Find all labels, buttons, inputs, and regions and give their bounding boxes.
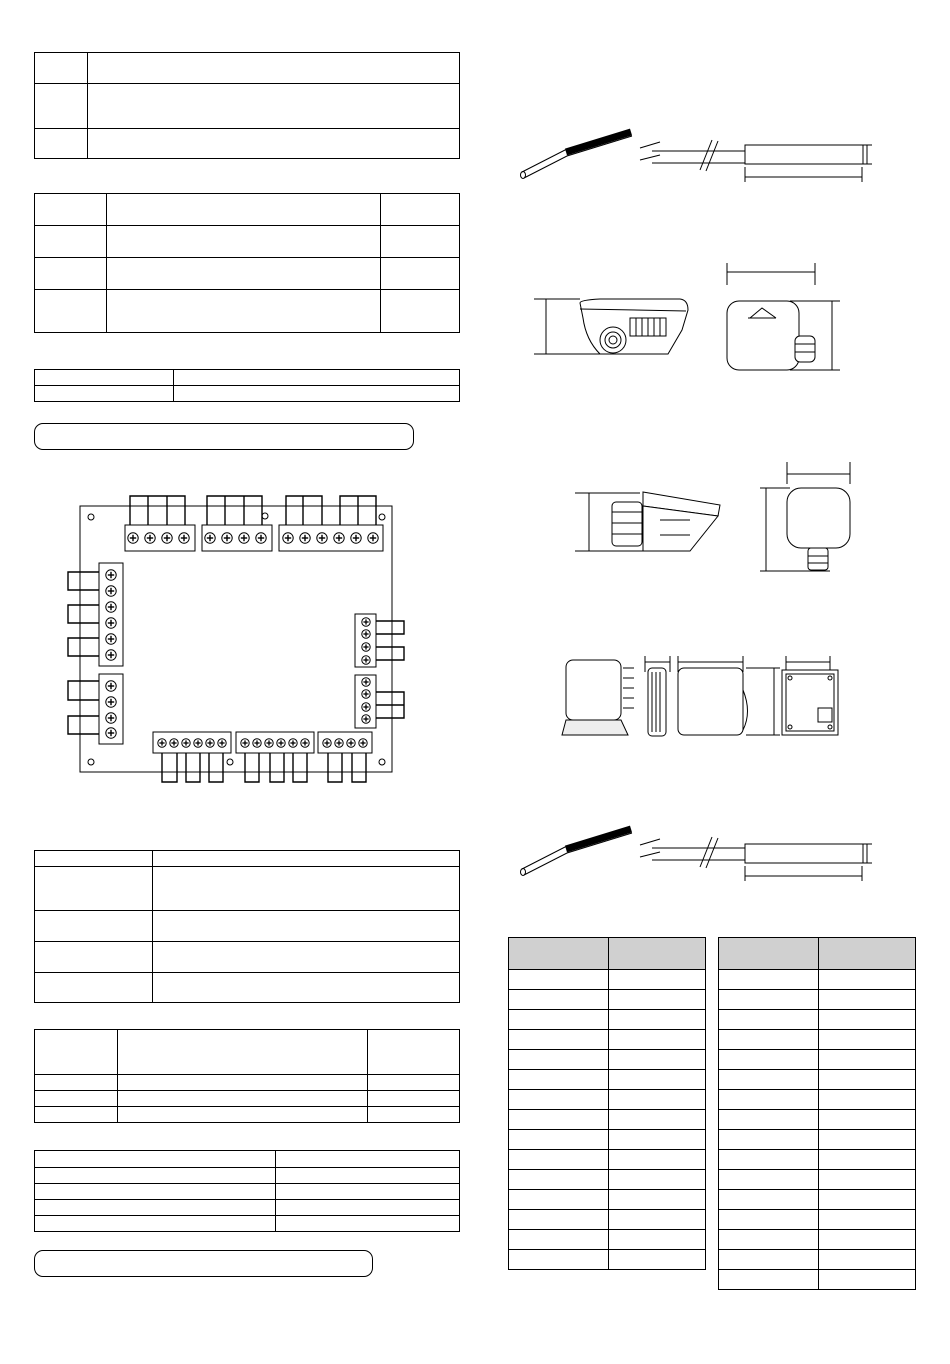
table-cell: [719, 1190, 819, 1210]
table-cell: [509, 1070, 609, 1090]
table-cell: [509, 1050, 609, 1070]
table-cell: [509, 1230, 609, 1250]
table-cell: [719, 1090, 819, 1110]
table-cell: [609, 1210, 706, 1230]
table-header-cell: [819, 938, 916, 970]
table-cell: [609, 1090, 706, 1110]
table-cell: [609, 1230, 706, 1250]
table-cell: [819, 1070, 916, 1090]
table-header-cell: [719, 938, 819, 970]
table-cell: [819, 1210, 916, 1230]
table-cell: [509, 1150, 609, 1170]
table-cell: [819, 1170, 916, 1190]
table-cell: [509, 1030, 609, 1050]
cable-probe-drawing: [521, 827, 873, 881]
table-cell: [819, 1030, 916, 1050]
table-cell: [609, 1250, 706, 1270]
resistance-table-2: [718, 937, 916, 1290]
table-cell: [719, 1170, 819, 1190]
table-cell: [819, 1250, 916, 1270]
table-cell: [819, 1110, 916, 1130]
table-cell: [609, 1070, 706, 1090]
table-cell: [509, 1170, 609, 1190]
table-cell: [609, 1170, 706, 1190]
duct-sensor-front-drawing: [760, 462, 850, 571]
table-cell: [609, 1150, 706, 1170]
table-cell: [609, 1050, 706, 1070]
table-cell: [719, 1070, 819, 1090]
duct-sensor-side-drawing: [575, 492, 720, 551]
table-cell: [819, 970, 916, 990]
table-cell: [719, 970, 819, 990]
table-cell: [719, 1270, 819, 1290]
resistance-table-1: [508, 937, 706, 1270]
table-cell: [609, 1010, 706, 1030]
wall-box-sensor-side-drawing: [534, 299, 688, 354]
table-cell: [719, 1050, 819, 1070]
table-cell: [719, 1110, 819, 1130]
table-cell: [509, 970, 609, 990]
table-cell: [819, 1190, 916, 1210]
table-cell: [609, 970, 706, 990]
table-cell: [819, 990, 916, 1010]
table-cell: [509, 1130, 609, 1150]
cable-probe-drawing: [521, 130, 873, 182]
table-cell: [509, 1250, 609, 1270]
table-cell: [609, 990, 706, 1010]
table-cell: [719, 1130, 819, 1150]
table-cell: [719, 1250, 819, 1270]
table-cell: [819, 1050, 916, 1070]
table-cell: [819, 1010, 916, 1030]
table-cell: [609, 1130, 706, 1150]
table-cell: [819, 1130, 916, 1150]
wall-box-sensor-front-drawing: [727, 263, 840, 370]
table-cell: [609, 1110, 706, 1130]
room-sensor-drawings: [562, 656, 838, 736]
table-cell: [509, 1210, 609, 1230]
table-cell: [819, 1150, 916, 1170]
table-cell: [719, 1210, 819, 1230]
table-cell: [819, 1090, 916, 1110]
table-cell: [719, 1010, 819, 1030]
table-header-cell: [509, 938, 609, 970]
table-cell: [719, 1150, 819, 1170]
table-cell: [509, 990, 609, 1010]
table-cell: [509, 1110, 609, 1130]
table-cell: [609, 1030, 706, 1050]
table-cell: [509, 1090, 609, 1110]
table-cell: [719, 1230, 819, 1250]
table-header-cell: [609, 938, 706, 970]
table-cell: [819, 1270, 916, 1290]
table-cell: [509, 1010, 609, 1030]
table-cell: [819, 1230, 916, 1250]
table-cell: [719, 1030, 819, 1050]
table-cell: [609, 1190, 706, 1210]
table-cell: [509, 1190, 609, 1210]
table-cell: [719, 990, 819, 1010]
